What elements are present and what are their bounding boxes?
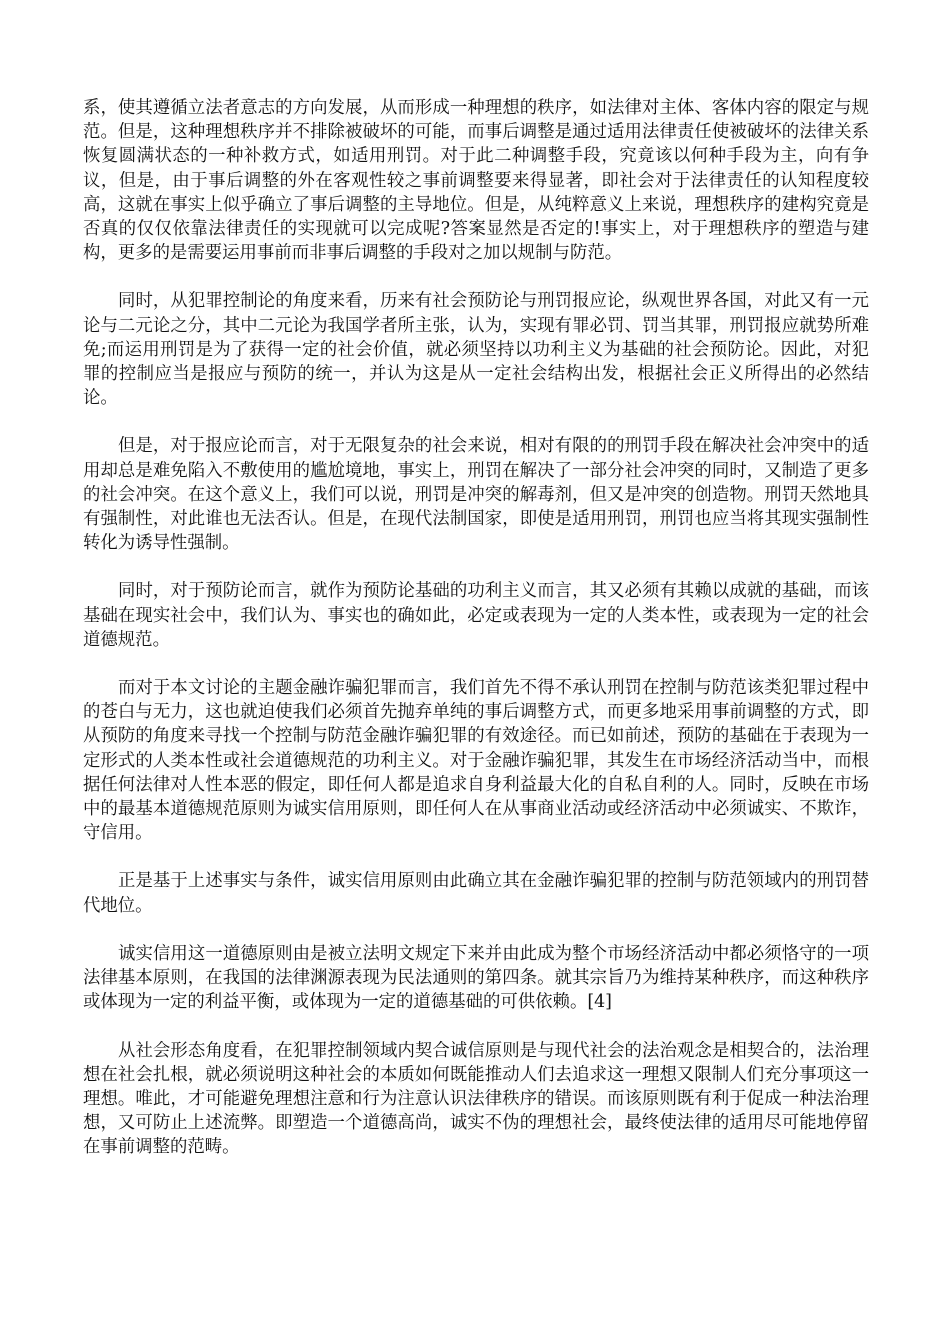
paragraph-4: 同时，对于预防论而言，就作为预防论基础的功利主义而言，其又必须有其赖以成就的基础，而该基础在现实社会中，我们认为、事实也的确如此，必定或表现为一定的人类本性，或表现为一定的社会道德规范。: [83, 581, 869, 650]
document-body: [83, 96, 869, 1160]
paragraph-7: 诚实信用这一道德原则由是被立法明文规定下来并由此成为整个市场经济活动中都必须恪守的一项法律基本原则，在我国的法律渊源表现为民法通则的第四条。就其宗旨乃为维持某种秩序，而这种秩序或体现为一定的利益平衡，或体现为一定的道德基础的可供依赖。[4]: [83, 943, 869, 1013]
paragraph-6: 正是基于上述事实与条件，诚实信用原则由此确立其在金融诈骗犯罪的控制与防范领域内的刑罚替代地位。: [83, 871, 869, 916]
paragraph-3: 但是，对于报应论而言，对于无限复杂的社会来说，相对有限的的刑罚手段在解决社会冲突中的适用却总是难免陷入不敷使用的尴尬境地，事实上，刑罚在解决了一部分社会冲突的同时，又制造了更多的社会冲突。在这个意义上，我们可以说，刑罚是冲突的解毒剂，但又是冲突的创造物。刑罚天然地具有强制性，对此谁也无法否认。但是，在现代法制国家，即使是适用刑罚，刑罚也应当将其现实强制性转化为诱导性强制。: [83, 436, 869, 554]
paragraph-1: 系，使其遵循立法者意志的方向发展，从而形成一种理想的秩序，如法律对主体、客体内容的限定与规范。但是，这种理想秩序并不排除被破坏的可能，而事后调整是通过适用法律责任使被破坏的法律关系恢复圆满状态的一种补救方式，如适用刑罚。对于此二种调整手段，究竟该以何种手段为主，向有争议，但是，由于事后调整的外在客观性较之事前调整要来得显著，即社会对于法律责任的认知程度较高，这就在事实上似乎确立了事后调整的主导地位。但是，从纯粹意义上来说，理想秩序的建构究竟是否真的仅仅依靠法律责任的实现就可以完成呢?答案显然是否定的!事实上，对于理想秩序的塑造与建构，更多的是需要运用事前而非事后调整的手段对之加以规制与防范。: [83, 98, 869, 264]
paragraph-8: 从社会形态角度看，在犯罪控制领域内契合诚信原则是与现代社会的法治观念是相契合的，法治理想在社会扎根，就必须说明这种社会的本质如何既能推动人们去追求这一理想又限制人们充分事项这一理想。唯此，才可能避免理想注意和行为注意认识法律秩序的错误。而该原则既有利于促成一种法治理想，又可防止上述流弊。即塑造一个道德高尚，诚实不伪的理想社会，最终使法律的适用尽可能地停留在事前调整的范畴。: [83, 1040, 869, 1158]
paragraph-5: 而对于本文讨论的主题金融诈骗犯罪而言，我们首先不得不承认刑罚在控制与防范该类犯罪过程中的苍白与无力，这也就迫使我们必须首先抛弃单纯的事后调整方式，而更多地采用事前调整的方式，即从预防的角度来寻找一个控制与防范金融诈骗犯罪的有效途径。而已如前述，预防的基础在于表现为一定形式的人类本性或社会道德规范的功利主义。对于金融诈骗犯罪，其发生在市场经济活动当中，而根据任何法律对人性本恶的假定，即任何人都是追求自身利益最大化的自私自利的人。同时，反映在市场中的最基本道德规范原则为诚实信用原则，即任何人在从事商业活动或经济活动中必须诚实、不欺诈，守信用。: [83, 678, 869, 844]
paragraph-2: 同时，从犯罪控制论的角度来看，历来有社会预防论与刑罚报应论，纵观世界各国，对此又有一元论与二元论之分，其中二元论为我国学者所主张，认为，实现有罪必罚、罚当其罪，刑罚报应就势所难免;而运用刑罚是为了获得一定的社会价值，就必须坚持以功利主义为基础的社会预防论。因此，对犯罪的控制应当是报应与预防的统一，并认为这是从一定社会结构出发，根据社会正义所得出的必然结论。: [83, 291, 869, 409]
